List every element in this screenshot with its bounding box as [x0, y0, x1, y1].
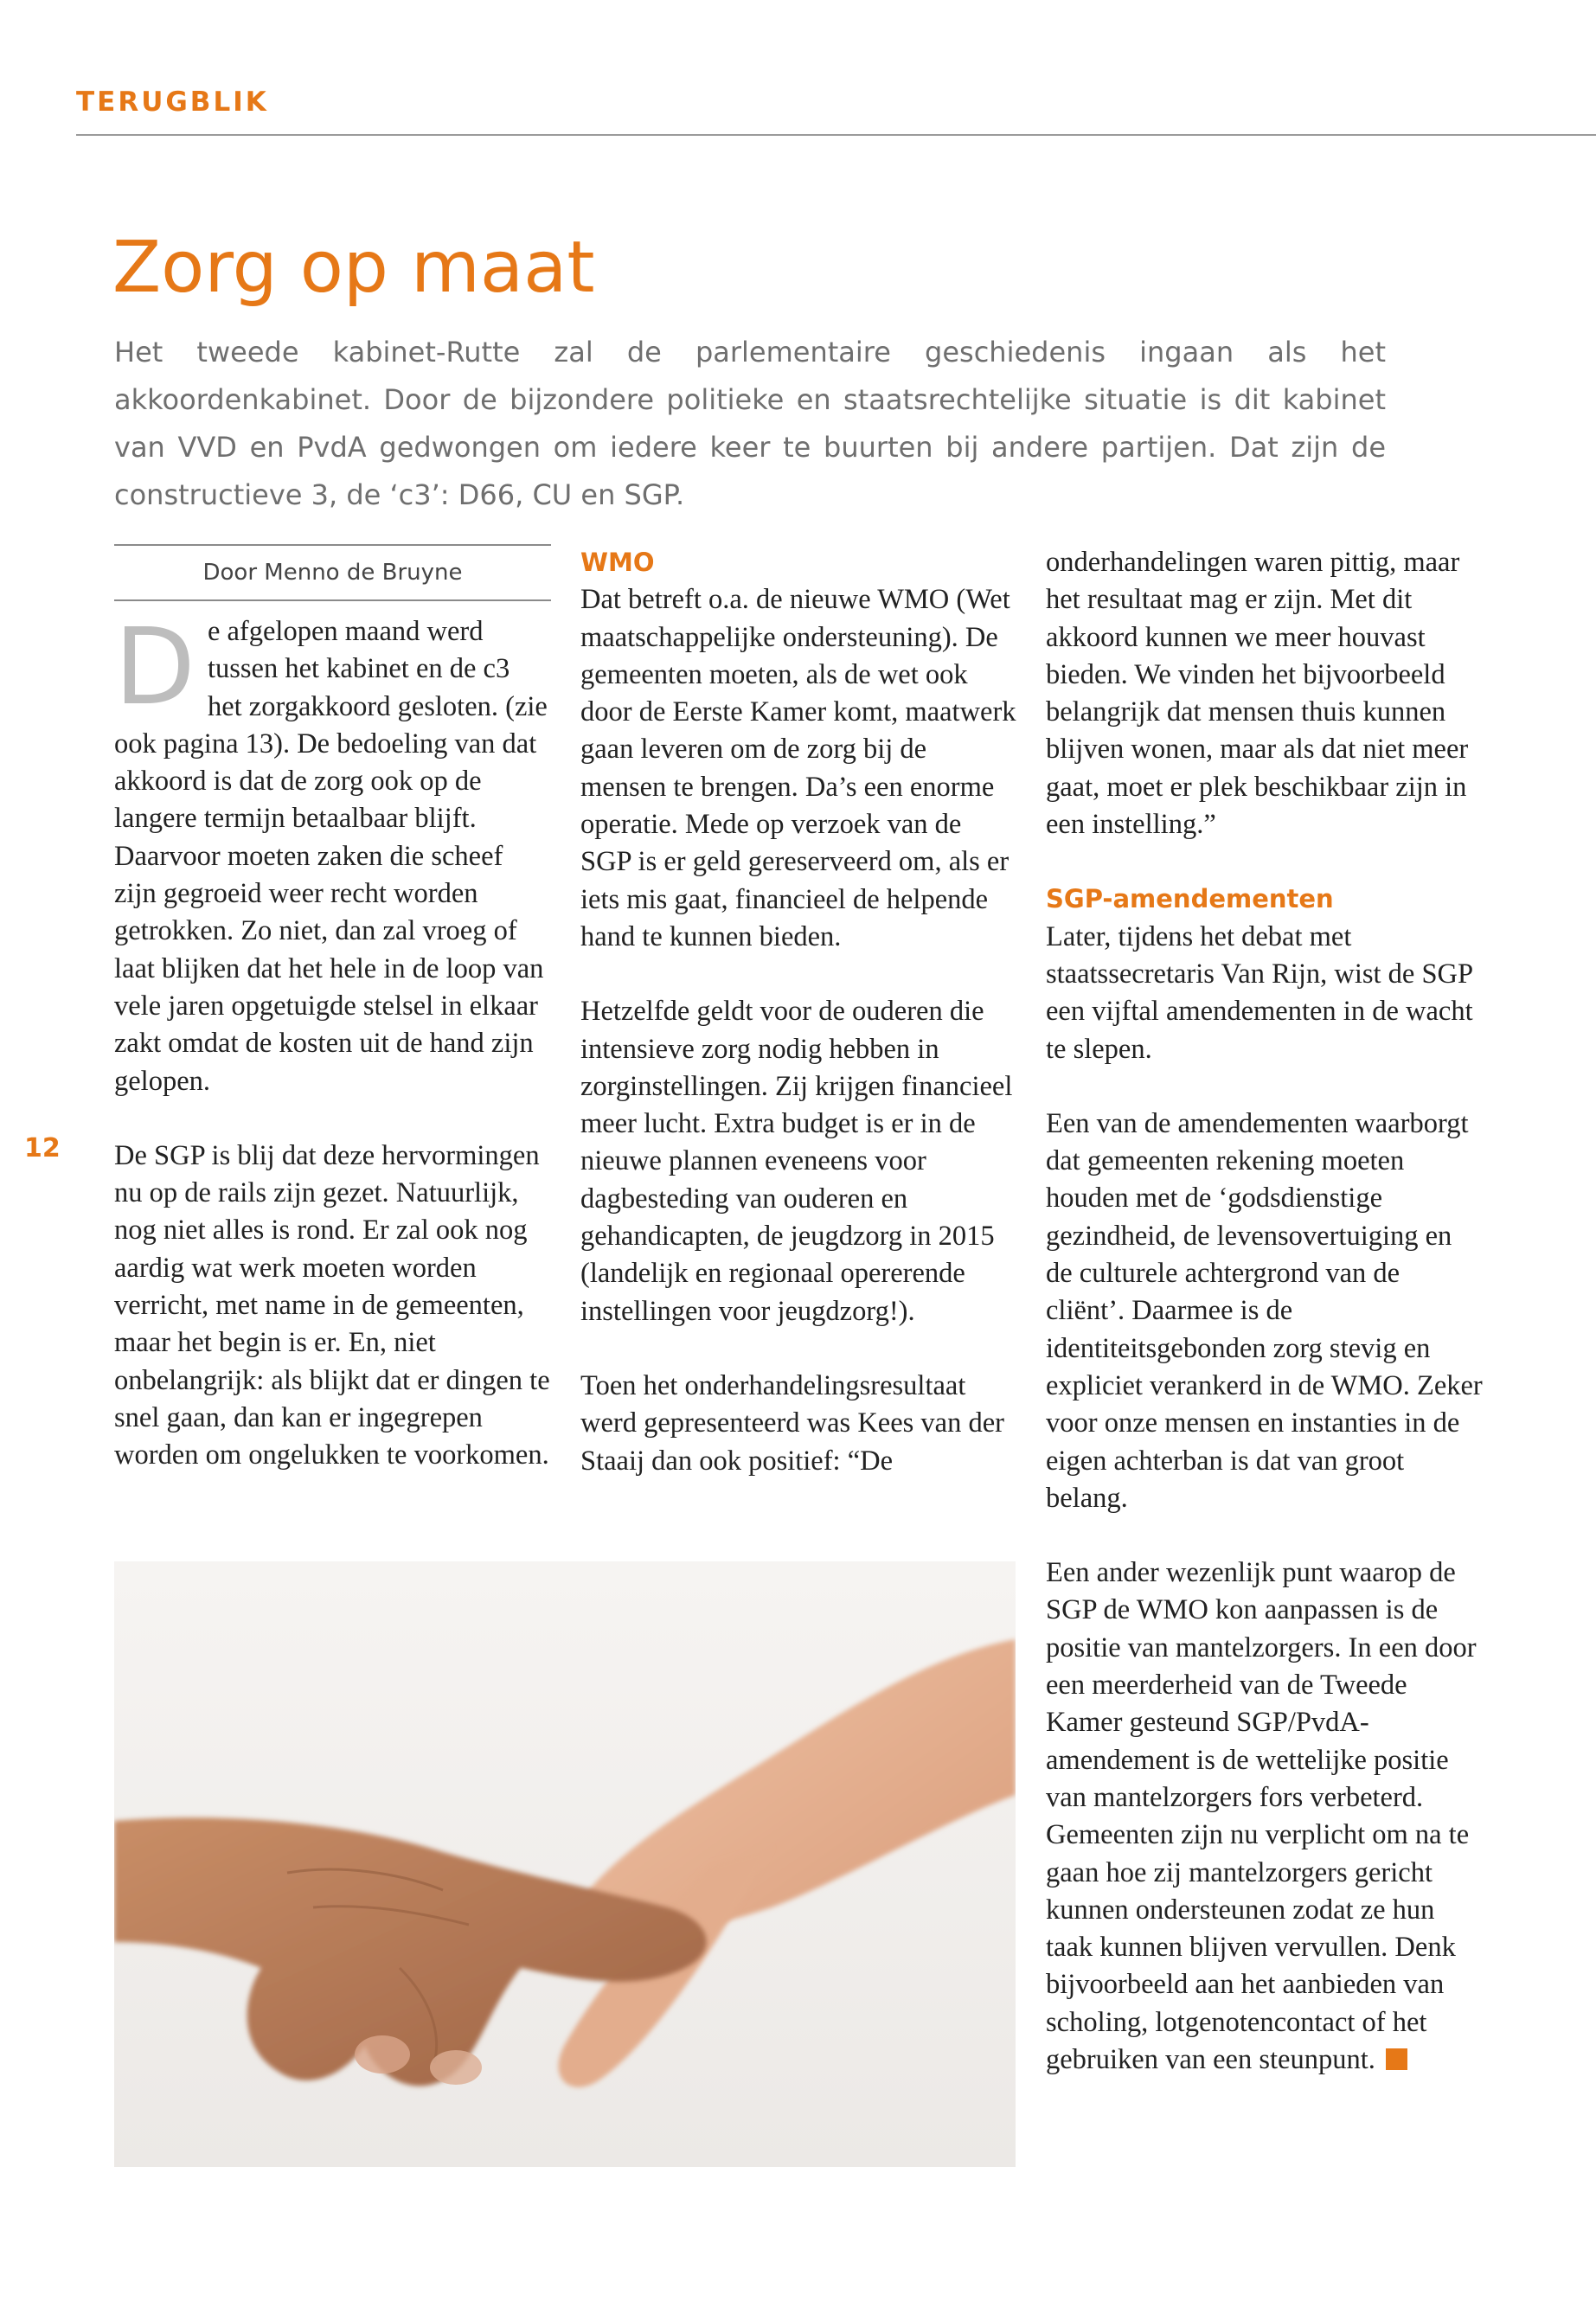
holding-hands-photo [114, 1561, 1016, 2167]
column-1 [114, 544, 551, 1475]
paragraph-text: Een ander wezenlijk punt waarop de SGP de WMO kon aanpassen is de positie van mantelzorgers. In een door een meerderheid van de Tweede Kamer gesteund SGP/PvdA-amendement is de wettelijke positie van mantelzorgers fors verbeterd. Gemeenten zijn nu verplicht om na te gaan hoe zij mantelzorgers gericht kunnen ondersteunen zodat ze hun taak kunnen blijven vervullen. Denk bijvoorbeeld aan het aanbieden van scholing, lotgenotencontact of het gebruiken van een steunpunt. [1046, 1557, 1477, 2075]
paragraph-text: e afgelopen maand werd tussen het kabinet en de c3 het zorgakkoord gesloten. (zie ook pagina 13). De bedoeling van dat akkoord is dat de zorg ook op de langere termijn betaalbaar blijft. Daarvoor moeten zaken die scheef zijn gegroeid weer recht worden getrokken. Zo niet, dan zal vroeg of laat blijken dat het hele in de loop van vele jaren opgetuigde stelsel in elkaar zakt omdat de kosten uit de hand zijn gelopen. [114, 616, 548, 1097]
header-rule [76, 134, 1596, 136]
article-title: Zorg op maat [112, 227, 595, 309]
paragraph: Een van de amendementen waarborgt dat gemeenten rekening moeten houden met de ‘godsdienstige gezindheid, de levensovertuiging en de culturele achtergrond van de cliënt’. Daarmee is de identiteitsgebonden zorg stevig en expliciet verankerd in de WMO. Zeker voor onze mensen en instanties in de eigen achterban is dat van groot belang. [1046, 1107, 1483, 1514]
paragraph: onderhandelingen waren pittig, maar het resultaat mag er zijn. Met dit akkoord kunnen we meer houvast bieden. We vinden het bijvoorbeeld belangrijk dat mensen thuis kunnen blijven wonen, maar als dat niet meer gaat, moet er plek beschikbaar zijn in een instelling.” [1046, 547, 1469, 841]
subheading-wmo: WMO [580, 548, 655, 577]
end-mark-icon [1386, 2048, 1407, 2070]
column-2 [580, 544, 1017, 1480]
byline: Door Menno de Bruyne [114, 544, 551, 601]
drop-cap: D [114, 606, 195, 728]
subheading-amendementen: SGP-amendementen [1046, 884, 1334, 914]
article-intro: Het tweede kabinet-Rutte zal de parlementaire geschiedenis ingaan als het akkoordenkabinet. Door de bijzondere politieke en staatsrechtelijke situatie is dit kabinet van VVD en PvdA gedwongen om iedere keer te buurten bij andere partijen. Dat zijn de constructieve 3, de ‘c3’: D66, CU en SGP. [114, 336, 1386, 511]
paragraph: Toen het onderhandelingsresultaat werd gepresenteerd was Kees van der Staaij dan ook positief: “De [580, 1369, 1004, 1477]
paragraph: De SGP is blij dat deze hervormingen nu op de rails zijn gezet. Natuurlijk, nog niet alles is rond. Er zal ook nog aardig wat werk moeten worden verricht, met name in de gemeenten, maar het begin is er. En, niet onbelangrijk: als blijkt dat er dingen te snel gaan, dan kan er ingegrepen worden om ongelukken te voorkomen. [114, 1139, 550, 1471]
paragraph: Later, tijdens het debat met staatssecretaris Van Rijn, wist de SGP een vijftal amendementen in de wacht te slepen. [1046, 920, 1473, 1065]
paragraph: Dat betreft o.a. de nieuwe WMO (Wet maatschappelijke ondersteuning). De gemeenten moeten, als de wet ook door de Eerste Kamer komt, maatwerk gaan leveren om de zorg bij de mensen te brengen. Da’s een enorme operatie. Mede op verzoek van de SGP is er geld gereserveerd om, als er iets mis gaat, financieel de helpende hand te kunnen bieden. [580, 584, 1016, 952]
paragraph [1046, 1554, 1483, 2079]
section-label: TERUGBLIK [76, 87, 269, 118]
page-number: 12 [24, 1133, 61, 1163]
paragraph: Hetzelfde geldt voor de ouderen die intensieve zorg nodig hebben in zorginstellingen. Zij krijgen financieel meer lucht. Extra budget is er in de nieuwe plannen eveneens voor dagbesteding van ouderen en gehandicapten, de jeugdzorg in 2015 (landelijk en regionaal opererende instellingen voor jeugdzorg!). [580, 996, 1013, 1327]
column-3 [1046, 544, 1483, 2079]
paragraph [114, 606, 551, 1100]
